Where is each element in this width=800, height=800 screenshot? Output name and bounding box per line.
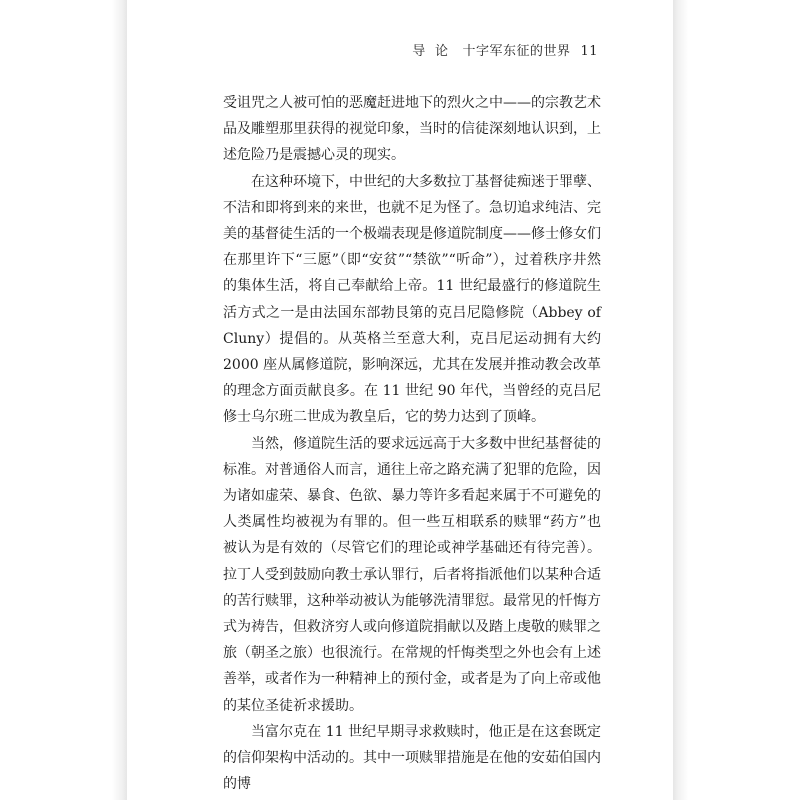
book-page xyxy=(127,0,673,800)
page-gutter-left xyxy=(0,0,127,800)
paragraph: 当然，修道院生活的要求远远高于大多数中世纪基督徒的标准。对普通俗人而言，通往上帝之路充满了犯罪的危险，因为诸如虚荣、暴食、色欲、暴力等许多看起来属于不可避免的人类属性均被视为有罪的。但一些互相联系的赎罪“药方”也被认为是有效的（尽管它们的理论或神学基础还有待完善）。拉丁人受到鼓励向教士承认罪行，后者将指派他们以某种合适的苦行赎罪，这种举动被认为能够洗清罪愆。最常见的忏悔方式为祷告，但救济穷人或向修道院捐献以及踏上虔敬的赎罪之旅（朝圣之旅）也很流行。在常规的忏悔类型之外也会有上述善举，或者作为一种精神上的预付金，或者是为了向上帝或他的某位圣徒祈求援助。 xyxy=(223,435,601,714)
paragraph: 受诅咒之人被可怕的恶魔赶进地下的烈火之中——的宗教艺术品及雕塑那里获得的视觉印象，当时的信徒深刻地认识到，上述危险乃是震撼心灵的现实。 xyxy=(223,95,601,164)
page-gutter-right xyxy=(673,0,800,800)
running-header-title: 导 论 十字军东征的世界 xyxy=(412,44,571,59)
running-header xyxy=(412,40,598,59)
paragraph: 在这种环境下，中世纪的大多数拉丁基督徒痴迷于罪孽、不洁和即将到来的来世，也就不足为怪了。急切追求纯洁、完美的基督徒生活的一个极端表现是修道院制度——修士修女们在那里许下“三愿”（即“安贫”“禁欲”“听命”），过着秩序井然的集体生活，将自己奉献给上帝。11 世纪最盛行的修道院生活方式之一是由法国东部勃艮第的克吕尼隐修院（Abbey of Cluny）提倡的。从英格兰至意大利，克吕尼运动拥有大约 2000 座从属修道院，影响深远，尤其在发展并推动教会改革的理念方面贡献良多。在 11 世纪 90 年代，当曾经的克吕尼修士乌尔班二世成为教皇后，它的势力达到了顶峰。 xyxy=(223,173,601,426)
paragraph: 当富尔克在 11 世纪早期寻求救赎时，他正是在这套既定的信仰架构中活动的。其中一项赎罪措施是在他的安茹伯国内的博 xyxy=(223,723,601,793)
page-number: 11 xyxy=(580,44,598,59)
body-text xyxy=(223,90,601,797)
